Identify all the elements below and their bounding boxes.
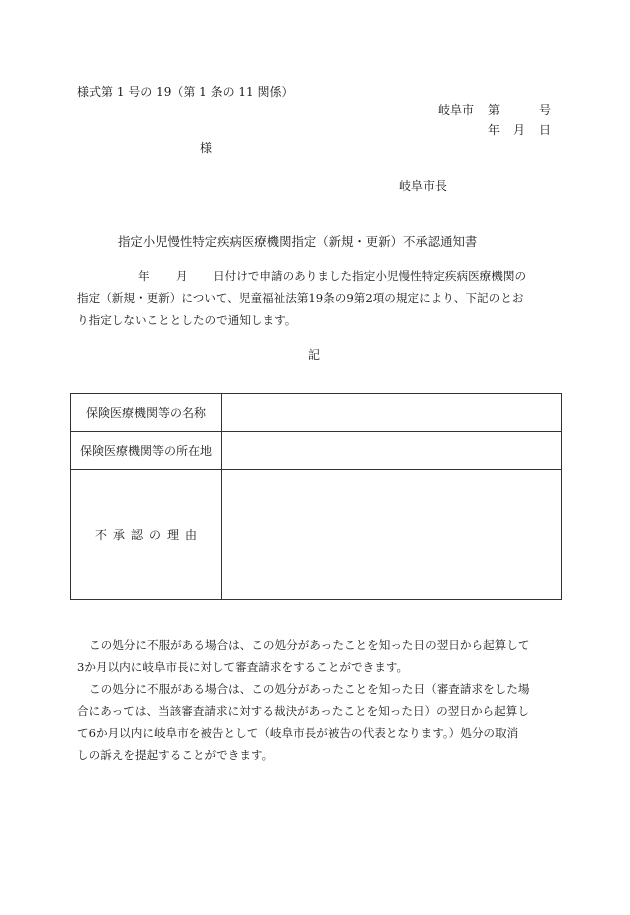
doc-number-go: 号 — [539, 103, 552, 117]
form-number: 様式第 1 号の 19（第 1 条の 11 関係） — [77, 85, 294, 99]
reason-value-cell — [222, 470, 562, 600]
address-value-cell — [222, 432, 562, 470]
doc-number-city: 岐阜市 — [438, 103, 475, 117]
address-label: 保険医療機関等の所在地 — [71, 432, 222, 470]
date-day: 日 — [539, 123, 552, 137]
table-row — [71, 394, 562, 432]
document-title: 指定小児慢性特定疾病医療機関指定（新規・更新）不承認通知書 — [118, 234, 478, 249]
name-value-cell — [222, 394, 562, 432]
notice2-line4: しの訴えを提起することができます。 — [77, 748, 274, 762]
table-row — [71, 432, 562, 470]
date-month: 月 — [513, 123, 526, 137]
body-line3: り指定しないこととしたので通知します。 — [77, 313, 297, 327]
table-row — [71, 470, 562, 600]
date-year: 年 — [488, 123, 501, 137]
body-date-month: 月 — [176, 269, 188, 283]
notice2-line1: この処分に不服がある場合は、この処分があったことを知った日（審査請求をした場 — [89, 682, 530, 696]
body-date-year: 年 — [138, 269, 150, 283]
issuer: 岐阜市長 — [399, 179, 448, 193]
ki-heading: 記 — [308, 348, 321, 362]
notice1-line2: 3か月以内に岐阜市長に対して審査請求をすることができます。 — [77, 660, 409, 674]
reason-label — [71, 470, 222, 600]
notice1-line1: この処分に不服がある場合は、この処分があったことを知った日の翌日から起算して — [89, 638, 530, 652]
reason-label-text: 不 承 認 の 理 由 — [94, 528, 198, 542]
notice2-line2: 合にあっては、当該審査請求に対する裁決があったことを知った日）の翌日から起算し — [77, 704, 529, 718]
body-line1: 日付けで申請のありました指定小児慢性特定疾病医療機関の — [213, 269, 527, 283]
info-table — [70, 393, 562, 600]
doc-number-dai: 第 — [488, 103, 501, 117]
body-line2: 指定（新規・更新）について、児童福祉法第19条の9第2項の規定により、下記のとお — [77, 291, 524, 305]
name-label: 保険医療機関等の名称 — [71, 394, 222, 432]
notice2-line3: て6か月以内に岐阜市を被告として（岐阜市長が被告の代表となります。）処分の取消 — [77, 726, 519, 740]
recipient-suffix: 様 — [200, 141, 213, 155]
